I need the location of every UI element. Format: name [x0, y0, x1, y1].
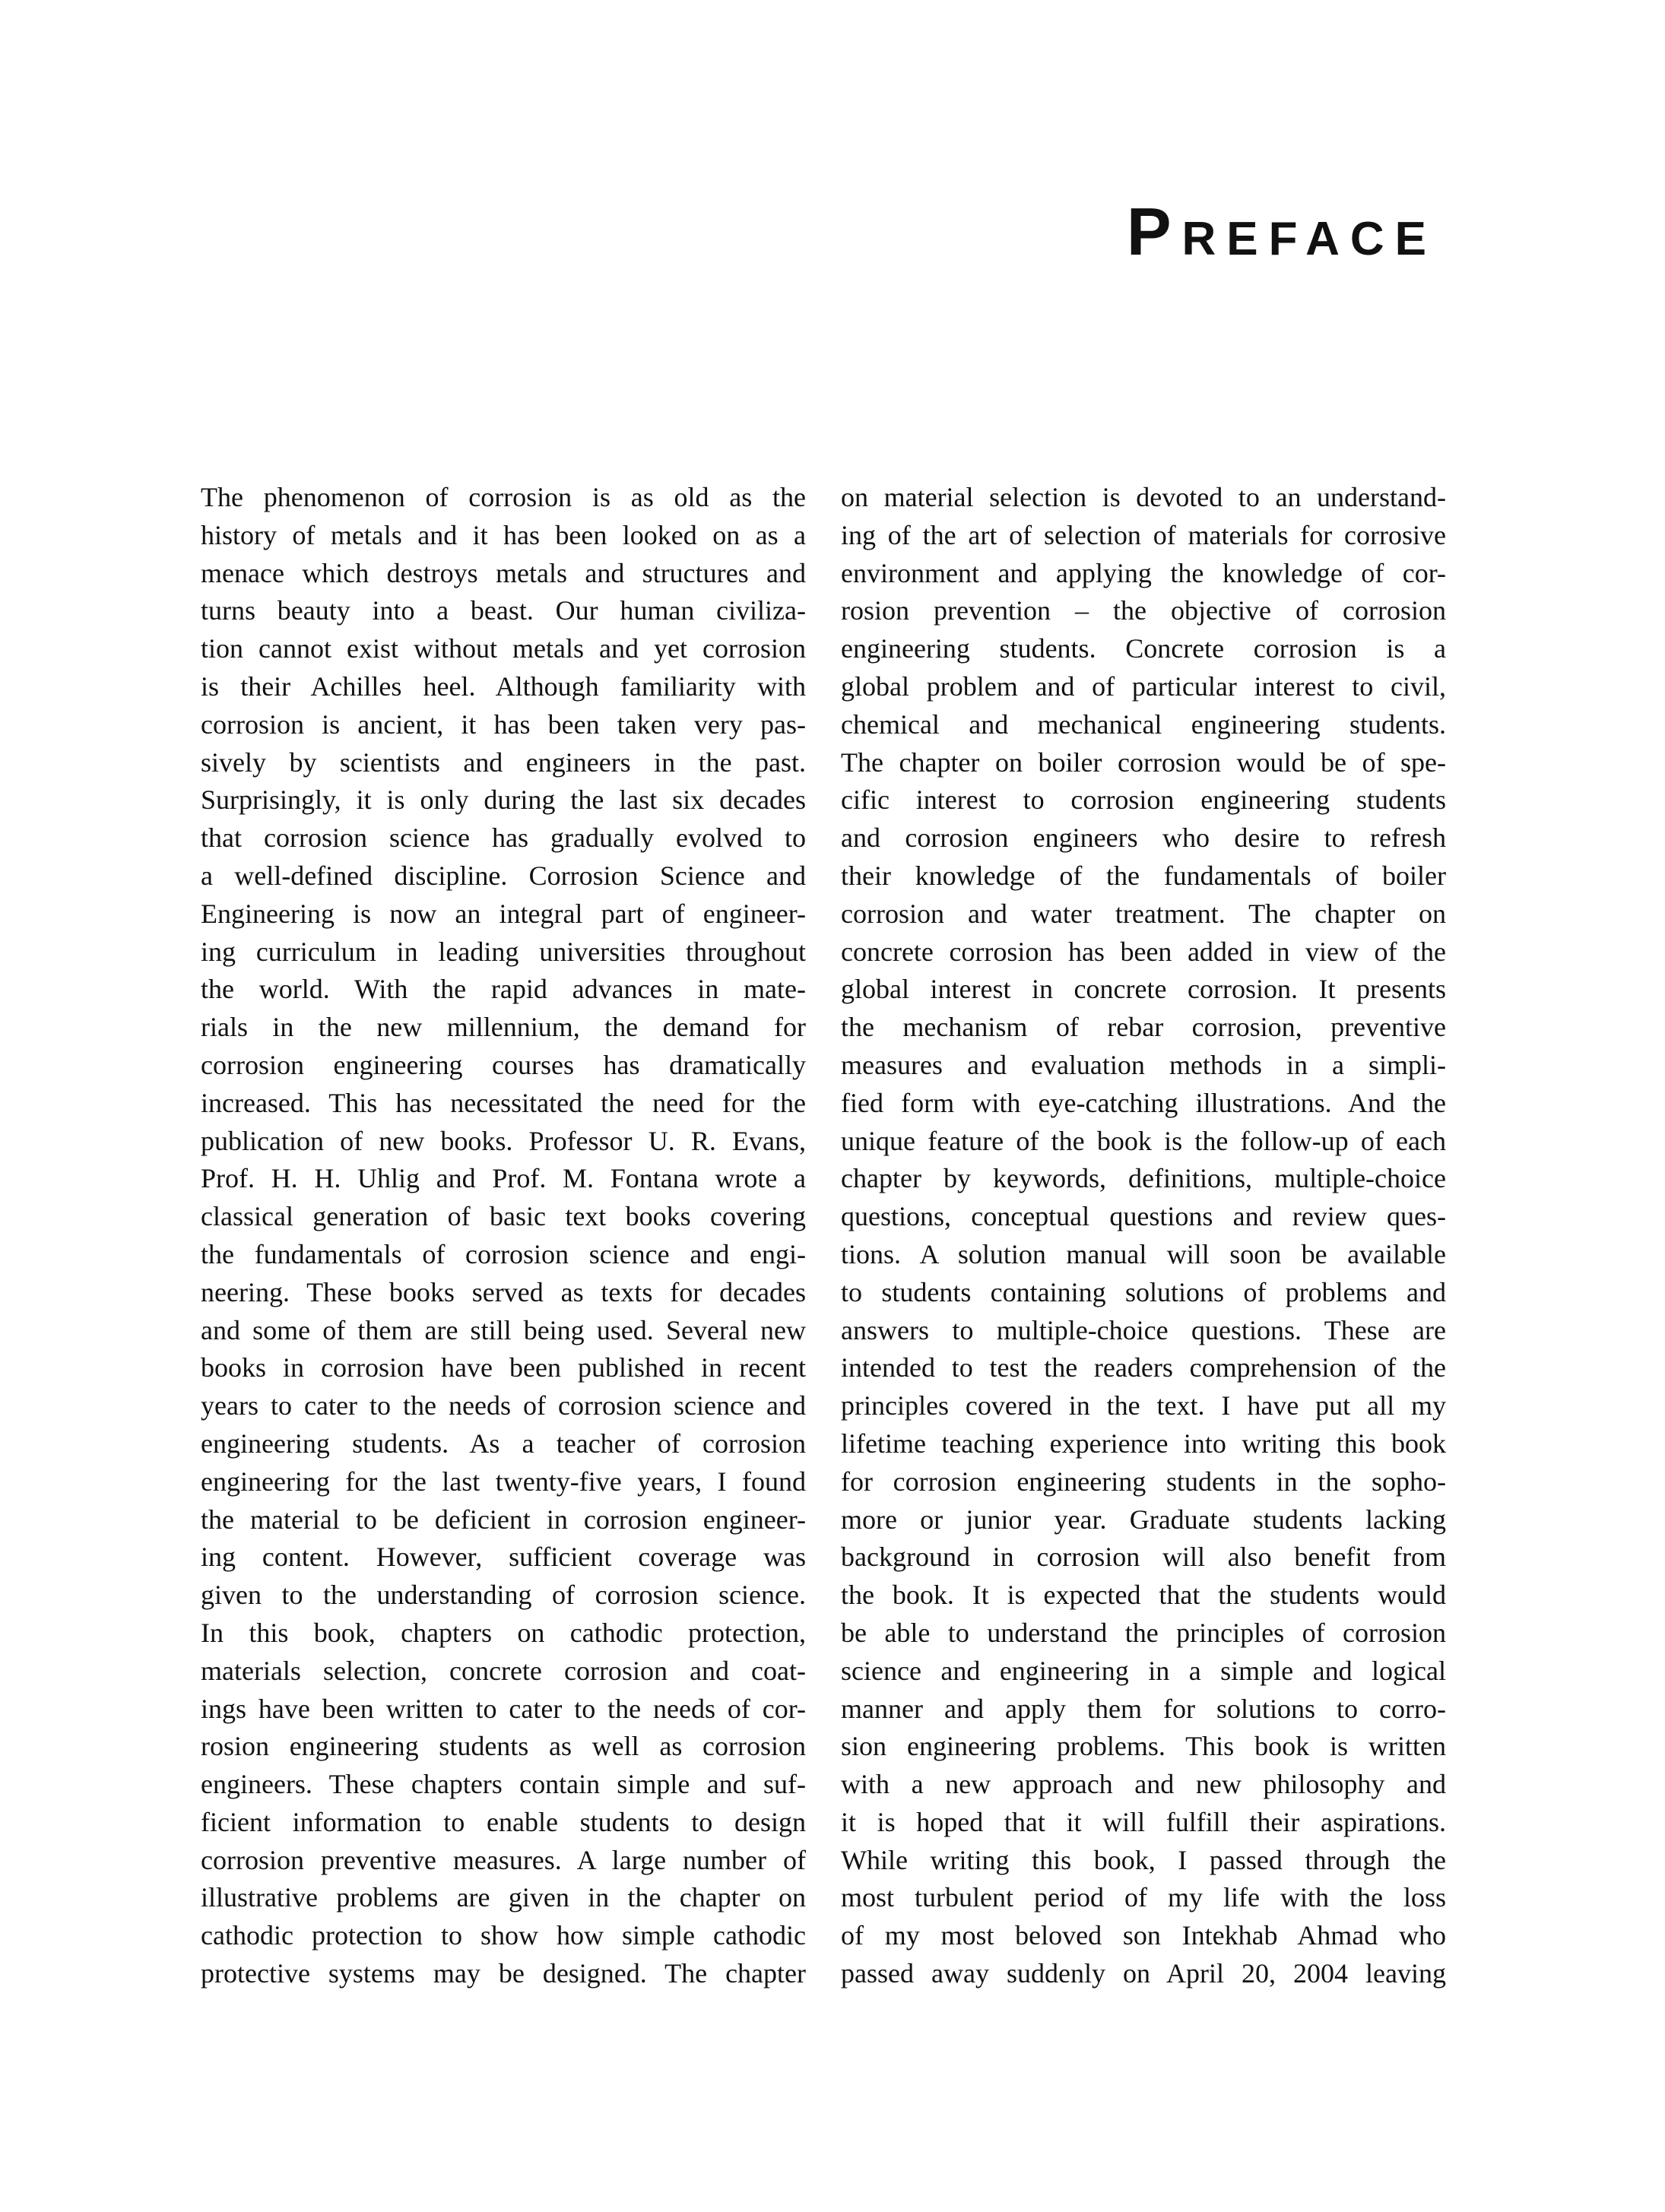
text-line: measures and evaluation methods in a simpli-	[841, 1049, 1446, 1080]
text-line: the fundamentals of corrosion science and engi-	[201, 1238, 806, 1269]
text-line: classical generation of basic text books covering	[201, 1201, 806, 1232]
text-line: and some of them are still being used. Several new	[201, 1314, 806, 1345]
text-line: sively by scientists and engineers in the past.	[201, 746, 806, 778]
text-line: unique feature of the book is the follow-up of each	[841, 1125, 1446, 1156]
text-line: the mechanism of rebar corrosion, preventive	[841, 1012, 1446, 1043]
text-line: history of metals and it has been looked on as a	[201, 519, 806, 550]
text-line: years to cater to the needs of corrosion science and	[201, 1390, 806, 1421]
right-text-column	[841, 479, 1446, 1993]
text-line: of my most beloved son Intekhab Ahmad who	[841, 1920, 1446, 1951]
text-line: publication of new books. Professor U. R. Evans,	[201, 1125, 806, 1156]
text-line: chemical and mechanical engineering students.	[841, 708, 1446, 740]
text-line: is their Achilles heel. Although familiarity with	[201, 670, 806, 702]
left-text-column	[201, 479, 806, 1993]
text-line: more or junior year. Graduate students lacking	[841, 1504, 1446, 1535]
text-line: tions. A solution manual will soon be available	[841, 1238, 1446, 1269]
text-line: global problem and of particular interest to civil,	[841, 670, 1446, 702]
text-line: corrosion is ancient, it has been taken very pas-	[201, 708, 806, 740]
text-line: cathodic protection to show how simple cathodic	[201, 1920, 806, 1951]
text-line: chapter by keywords, definitions, multiple-choice	[841, 1163, 1446, 1194]
text-line: for corrosion engineering students in the sopho-	[841, 1466, 1446, 1497]
text-line: answers to multiple-choice questions. These are	[841, 1314, 1446, 1345]
text-line: rials in the new millennium, the demand for	[201, 1012, 806, 1043]
text-line: illustrative problems are given in the chapter on	[201, 1882, 806, 1913]
text-line: passed away suddenly on April 20, 2004 leaving	[841, 1958, 1446, 1989]
text-line: engineering for the last twenty-five years, I found	[201, 1466, 806, 1497]
text-line: the book. It is expected that the students would	[841, 1580, 1446, 1611]
text-line: lifetime teaching experience into writing this book	[841, 1428, 1446, 1459]
text-line: the world. With the rapid advances in mate-	[201, 974, 806, 1005]
text-line: menace which destroys metals and structures and	[201, 557, 806, 588]
text-line: it is hoped that it will fulfill their aspirations.	[841, 1806, 1446, 1837]
text-line: cific interest to corrosion engineering students	[841, 784, 1446, 816]
text-line: rosion engineering students as well as corrosion	[201, 1731, 806, 1762]
text-line: ing content. However, sufficient coverage was	[201, 1542, 806, 1573]
text-line: engineers. These chapters contain simple and suf-	[201, 1769, 806, 1800]
text-line: with a new approach and new philosophy and	[841, 1769, 1446, 1800]
text-line: a well-defined discipline. Corrosion Science and	[201, 860, 806, 891]
text-line: corrosion preventive measures. A large number of	[201, 1844, 806, 1875]
text-line: given to the understanding of corrosion science.	[201, 1580, 806, 1611]
text-line: engineering students. As a teacher of corrosion	[201, 1428, 806, 1459]
page-title: Preface	[1126, 193, 1437, 269]
text-line: protective systems may be designed. The chapter	[201, 1958, 806, 1989]
text-line: ing curriculum in leading universities throughout	[201, 936, 806, 967]
text-line: science and engineering in a simple and logical	[841, 1655, 1446, 1686]
text-line: tion cannot exist without metals and yet corrosion	[201, 633, 806, 664]
text-line: concrete corrosion has been added in view of the	[841, 936, 1446, 967]
text-line: intended to test the readers comprehension of the	[841, 1352, 1446, 1383]
text-line: ing of the art of selection of materials for corrosive	[841, 519, 1446, 550]
text-line: on material selection is devoted to an understand-	[841, 482, 1446, 512]
text-line: the material to be deficient in corrosion engineer-	[201, 1504, 806, 1535]
text-line: Prof. H. H. Uhlig and Prof. M. Fontana wrote a	[201, 1163, 806, 1194]
text-line: be able to understand the principles of corrosion	[841, 1617, 1446, 1648]
text-line: ficient information to enable students to design	[201, 1806, 806, 1837]
text-line: fied form with eye-catching illustrations. And the	[841, 1087, 1446, 1118]
text-line: In this book, chapters on cathodic protection,	[201, 1617, 806, 1648]
text-line: The chapter on boiler corrosion would be of spe-	[841, 746, 1446, 778]
text-line: principles covered in the text. I have put all my	[841, 1390, 1446, 1421]
text-line: and corrosion engineers who desire to refresh	[841, 822, 1446, 854]
text-line: environment and applying the knowledge of cor-	[841, 557, 1446, 588]
text-line: corrosion and water treatment. The chapter on	[841, 898, 1446, 929]
text-line: global interest in concrete corrosion. It presents	[841, 974, 1446, 1005]
text-line: neering. These books served as texts for decades	[201, 1276, 806, 1307]
text-line: rosion prevention – the objective of corrosion	[841, 595, 1446, 626]
text-line: Surprisingly, it is only during the last six decades	[201, 784, 806, 816]
text-line: books in corrosion have been published in recent	[201, 1352, 806, 1383]
text-line: engineering students. Concrete corrosion is a	[841, 633, 1446, 664]
text-line: While writing this book, I passed through the	[841, 1844, 1446, 1875]
text-line: turns beauty into a beast. Our human civiliza-	[201, 595, 806, 626]
text-line: their knowledge of the fundamentals of boiler	[841, 860, 1446, 891]
text-line: background in corrosion will also benefit from	[841, 1542, 1446, 1573]
text-line: that corrosion science has gradually evolved to	[201, 822, 806, 854]
text-line: to students containing solutions of problems and	[841, 1276, 1446, 1307]
text-line: materials selection, concrete corrosion and coat-	[201, 1655, 806, 1686]
text-line: manner and apply them for solutions to corro-	[841, 1693, 1446, 1724]
text-line: The phenomenon of corrosion is as old as the	[201, 482, 806, 512]
text-line: most turbulent period of my life with the loss	[841, 1882, 1446, 1913]
text-line: corrosion engineering courses has dramatically	[201, 1049, 806, 1080]
text-line: sion engineering problems. This book is written	[841, 1731, 1446, 1762]
text-line: increased. This has necessitated the need for the	[201, 1087, 806, 1118]
text-line: questions, conceptual questions and review ques-	[841, 1201, 1446, 1232]
text-line: ings have been written to cater to the needs of cor-	[201, 1693, 806, 1724]
text-line: Engineering is now an integral part of engineer-	[201, 898, 806, 929]
